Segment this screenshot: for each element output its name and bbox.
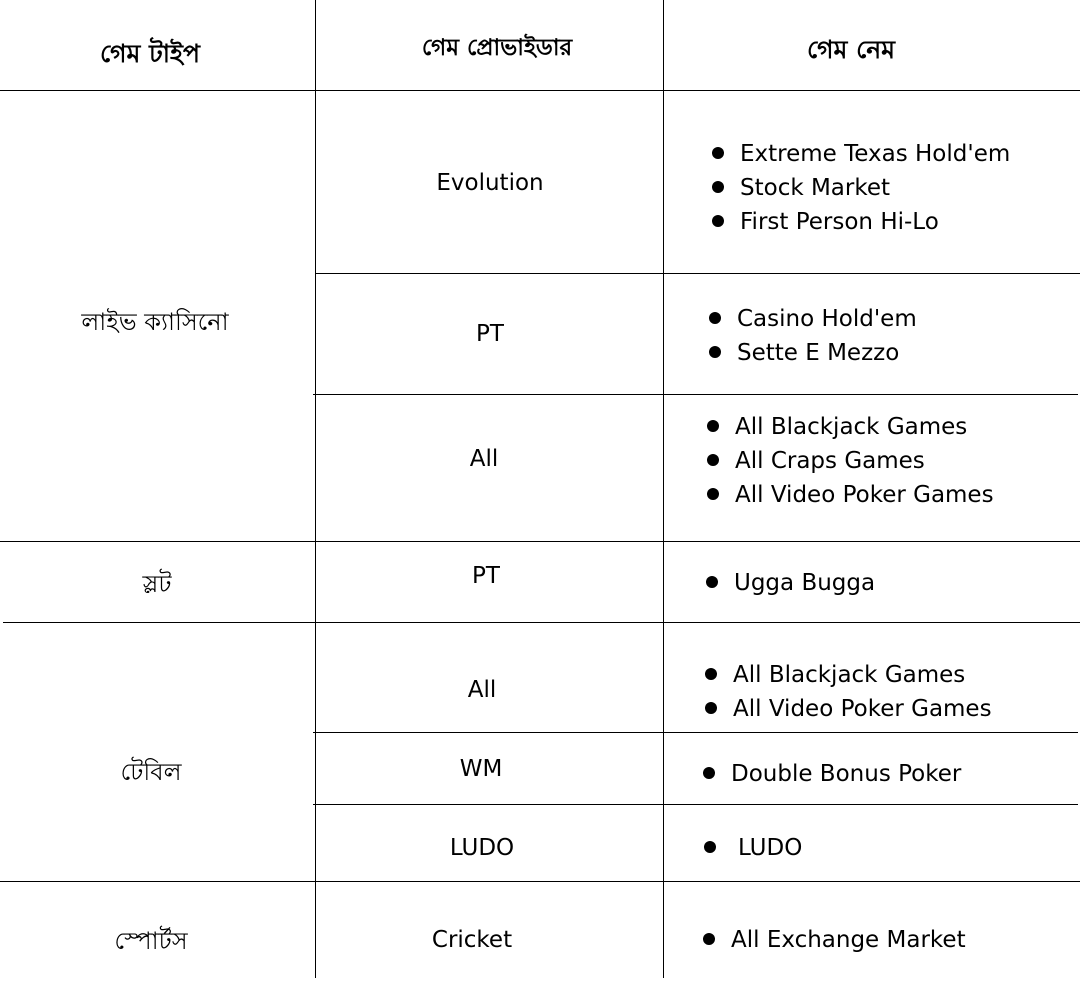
provider-cell: Evolution <box>436 170 544 196</box>
table-divider <box>313 732 1078 733</box>
provider-cell: Cricket <box>431 927 513 953</box>
game-name: All Blackjack Games <box>733 662 966 688</box>
bullet-icon <box>712 181 724 193</box>
provider-cell: LUDO <box>449 835 515 861</box>
header-game-type: গেম টাইপ <box>100 39 200 68</box>
game-list-item <box>712 175 890 201</box>
bullet-icon <box>703 767 715 779</box>
bullet-icon <box>705 702 717 714</box>
game-list-item <box>704 835 802 861</box>
table-divider <box>313 394 1078 395</box>
game-list-item <box>712 141 1010 167</box>
column-divider <box>315 0 316 978</box>
game-list-item <box>705 662 965 688</box>
provider-cell: WM <box>459 756 503 782</box>
header-game-provider: গেম প্রোভাইডার <box>421 35 573 61</box>
bullet-icon <box>712 147 724 159</box>
bullet-icon <box>709 346 721 358</box>
bullet-icon <box>707 454 719 466</box>
header-game-name: গেম নেম <box>806 35 896 64</box>
table-divider <box>0 541 1080 542</box>
game-list-item <box>703 927 966 953</box>
bullet-icon <box>712 215 724 227</box>
game-name: Double Bonus Poker <box>731 761 962 787</box>
game-name: Extreme Texas Hold'em <box>740 141 1011 167</box>
bullet-icon <box>706 576 718 588</box>
provider-cell: PT <box>472 563 500 589</box>
table-divider <box>3 622 1080 623</box>
game-name: Sette E Mezzo <box>737 340 900 366</box>
game-list-item <box>712 209 939 235</box>
game-name: All Video Poker Games <box>733 696 992 722</box>
game-name: LUDO <box>738 835 803 861</box>
game-list-item <box>707 448 925 474</box>
table-divider <box>313 804 1078 805</box>
bullet-icon <box>704 841 716 853</box>
game-list-item <box>709 340 899 366</box>
game-list-item <box>705 696 992 722</box>
game-list-item <box>706 570 875 596</box>
game-type-cell: স্লট <box>142 570 172 598</box>
game-type-cell: টেবিল <box>120 758 182 786</box>
game-type-cell: স্পোর্টস <box>114 927 188 955</box>
game-name: All Video Poker Games <box>735 482 994 508</box>
game-list-item <box>709 306 917 332</box>
table-divider <box>316 273 1080 274</box>
game-list-item <box>703 761 961 787</box>
bullet-icon <box>709 312 721 324</box>
game-type-cell: লাইভ ক্যাসিনো <box>81 308 229 336</box>
bullet-icon <box>703 933 715 945</box>
provider-cell: All <box>469 446 499 472</box>
game-name: First Person Hi-Lo <box>740 209 939 235</box>
provider-cell: PT <box>476 321 504 347</box>
game-name: Casino Hold'em <box>737 306 917 332</box>
bullet-icon <box>707 420 719 432</box>
game-name: Ugga Bugga <box>734 570 876 596</box>
provider-cell: All <box>467 677 497 703</box>
column-divider <box>663 0 664 978</box>
table-divider <box>0 90 1080 91</box>
bullet-icon <box>705 668 717 680</box>
game-list-item <box>707 482 994 508</box>
game-name: All Blackjack Games <box>735 414 968 440</box>
game-name: Stock Market <box>740 175 891 201</box>
game-name: All Exchange Market <box>731 927 966 953</box>
table-divider <box>0 881 1080 882</box>
game-list-item <box>707 414 967 440</box>
game-name: All Craps Games <box>735 448 925 474</box>
bullet-icon <box>707 488 719 500</box>
